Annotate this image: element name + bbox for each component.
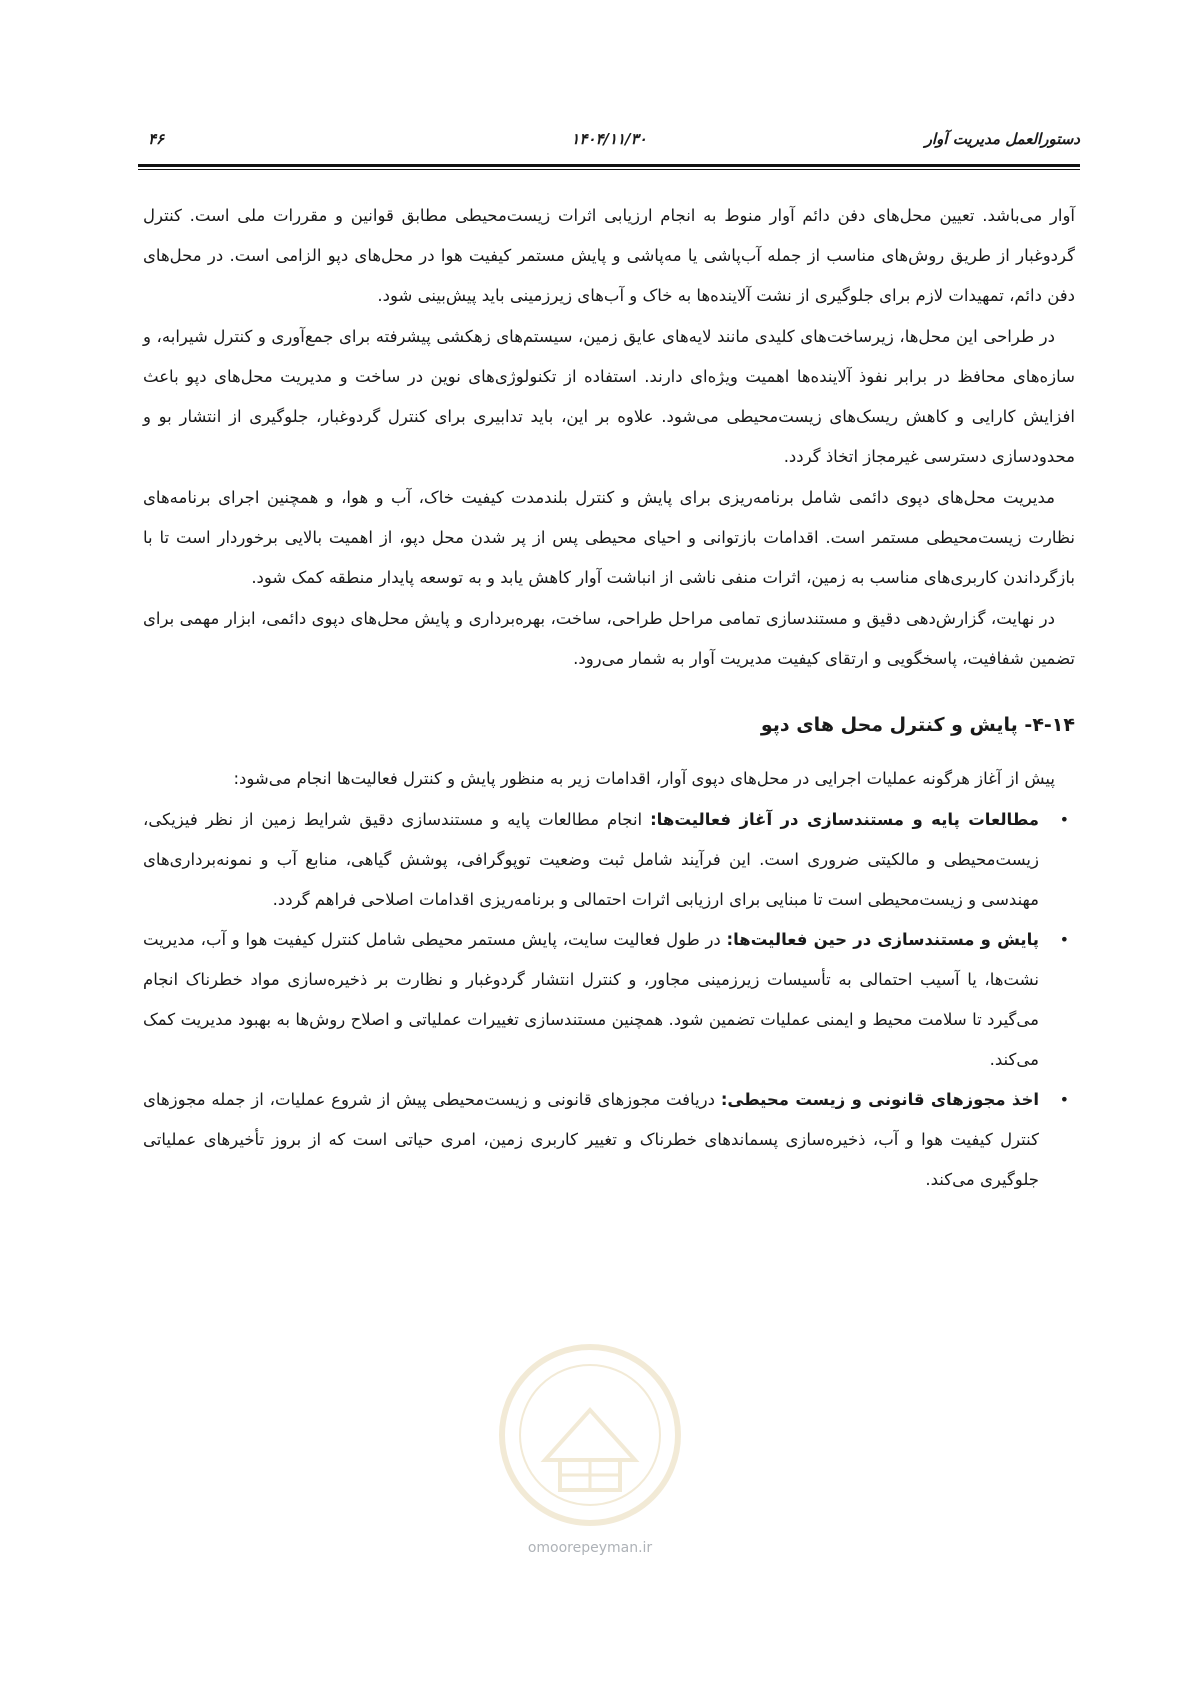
- bullet-text: انجام مطالعات پایه و مستندسازی دقیق شرایط زمین از نظر فیزیکی، زیست‌محیطی و مالکیتی ضروری است. این فرآیند شامل ثبت وضعیت توپوگرافی، پوشش گیاهی، منابع آب و نمونه‌برداری‌های مهندسی و زیست‌محیطی است تا مبنایی برای ارزیابی اثرات احتمالی و برنامه‌ریزی اقدامات اصلاحی فراهم گردد.: [143, 810, 1039, 909]
- page-header: [138, 128, 1080, 154]
- bullet-title: پایش و مستندسازی در حین فعالیت‌ها:: [726, 930, 1039, 949]
- bullet-title: اخذ مجوزهای قانونی و زیست محیطی:: [720, 1090, 1039, 1109]
- header-date: ۱۴۰۴/۱۱/۳۰: [571, 130, 647, 148]
- bullet-icon: •: [1059, 930, 1069, 949]
- paragraph-conclusion: در نهایت، گزارش‌دهی دقیق و مستندسازی تمامی مراحل طراحی، ساخت، بهره‌برداری و پایش محل‌های دپوی دائمی، ابزار مهمی برای تضمین شفافیت، پاسخگویی و ارتقای کیفیت مدیریت آوار به شمار می‌رود.: [143, 609, 1075, 668]
- paragraph-continuation: آوار می‌باشد. تعیین محل‌های دفن دائم آوار منوط به انجام ارزیابی اثرات زیست‌محیطی مطابق قوانین و مقررات ملی است. کنترل گردوغبار از طریق روش‌های مناسب از جمله آب‌پاشی یا مه‌پاشی و پایش مستمر کیفیت هوا در محل‌های دپو الزامی است. در محل‌های دفن دائم، تمهیدات لازم برای جلوگیری از نشت آلاینده‌ها به خاک و آب‌های زیرزمینی باید پیش‌بینی شود.: [143, 206, 1075, 305]
- bullet-icon: •: [1059, 1090, 1069, 1109]
- bullet-text: دریافت مجوزهای قانونی و زیست‌محیطی پیش از شروع عملیات، از جمله مجوزهای کنترل کیفیت هوا و آب، ذخیره‌سازی پسماندهای خطرناک و تغییر کاربری زمین، امری حیاتی است که از بروز تأخیرهای عملیاتی جلوگیری می‌کند.: [143, 1090, 1039, 1189]
- watermark-seal-icon: [490, 1340, 690, 1530]
- header-rule-thick: [138, 164, 1080, 167]
- page-body: [143, 196, 1075, 1200]
- bullet-icon: •: [1059, 810, 1069, 829]
- page-number: ۴۶: [148, 130, 165, 148]
- list-item: [143, 1080, 1075, 1200]
- bullet-text: در طول فعالیت سایت، پایش مستمر محیطی شامل کنترل کیفیت هوا و آب، مدیریت نشت‌ها، یا آسیب احتمالی به تأسیسات زیرزمینی مجاور، و کنترل انتشار گردوغبار و نظارت بر ذخیره‌سازی مواد خطرناک انجام می‌گیرد تا سلامت محیط و ایمنی عملیات تضمین شود. همچنین مستندسازی تغییرات عملیاتی و اصلاح روش‌ها به بهبود مدیریت کمک می‌کند.: [143, 930, 1039, 1069]
- section-heading: ۴-۱۴- پایش و کنترل محل های دپو: [760, 714, 1075, 736]
- paragraph-design: در طراحی این محل‌ها، زیرساخت‌های کلیدی مانند لایه‌های عایق زمین، سیستم‌های زهکشی پیشرفته برای جمع‌آوری و کنترل شیرابه، و سازه‌های محافظ در برابر نفوذ آلاینده‌ها اهمیت ویژه‌ای دارند. استفاده از تکنولوژی‌های نوین در ساخت و مدیریت محل‌های دپو باعث افزایش کارایی و کاهش ریسک‌های زیست‌محیطی می‌شود. علاوه بر این، باید تدابیری برای کنترل گردوغبار، جلوگیری از انتشار بو و محدودسازی دسترسی غیرمجاز اتخاذ گردد.: [143, 327, 1075, 466]
- header-rule-thin: [138, 169, 1080, 170]
- header-title: دستورالعمل مدیریت آوار: [924, 130, 1080, 148]
- bullet-list: [143, 800, 1075, 1200]
- bullet-title: مطالعات پایه و مستندسازی در آغاز فعالیت‌ها:: [650, 810, 1039, 829]
- watermark-text: omoorepeyman.ir: [527, 1540, 653, 1556]
- section-intro: پیش از آغاز هرگونه عملیات اجرایی در محل‌های دپوی آوار، اقدامات زیر به منظور پایش و کنترل فعالیت‌ها انجام می‌شود:: [233, 769, 1055, 788]
- list-item: [143, 920, 1075, 1080]
- paragraph-management: مدیریت محل‌های دپوی دائمی شامل برنامه‌ریزی برای پایش و کنترل بلندمدت کیفیت خاک، آب و هوا، و همچنین اجرای برنامه‌های نظارت زیست‌محیطی مستمر است. اقدامات بازتوانی و احیای محیطی پس از پر شدن محل دپو، از اهمیت بالایی برخوردار است تا با بازگرداندن کاربری‌های مناسب به زمین، اثرات منفی ناشی از انباشت آوار کاهش یابد و به توسعه پایدار منطقه کمک شود.: [143, 488, 1075, 587]
- list-item: [143, 800, 1075, 920]
